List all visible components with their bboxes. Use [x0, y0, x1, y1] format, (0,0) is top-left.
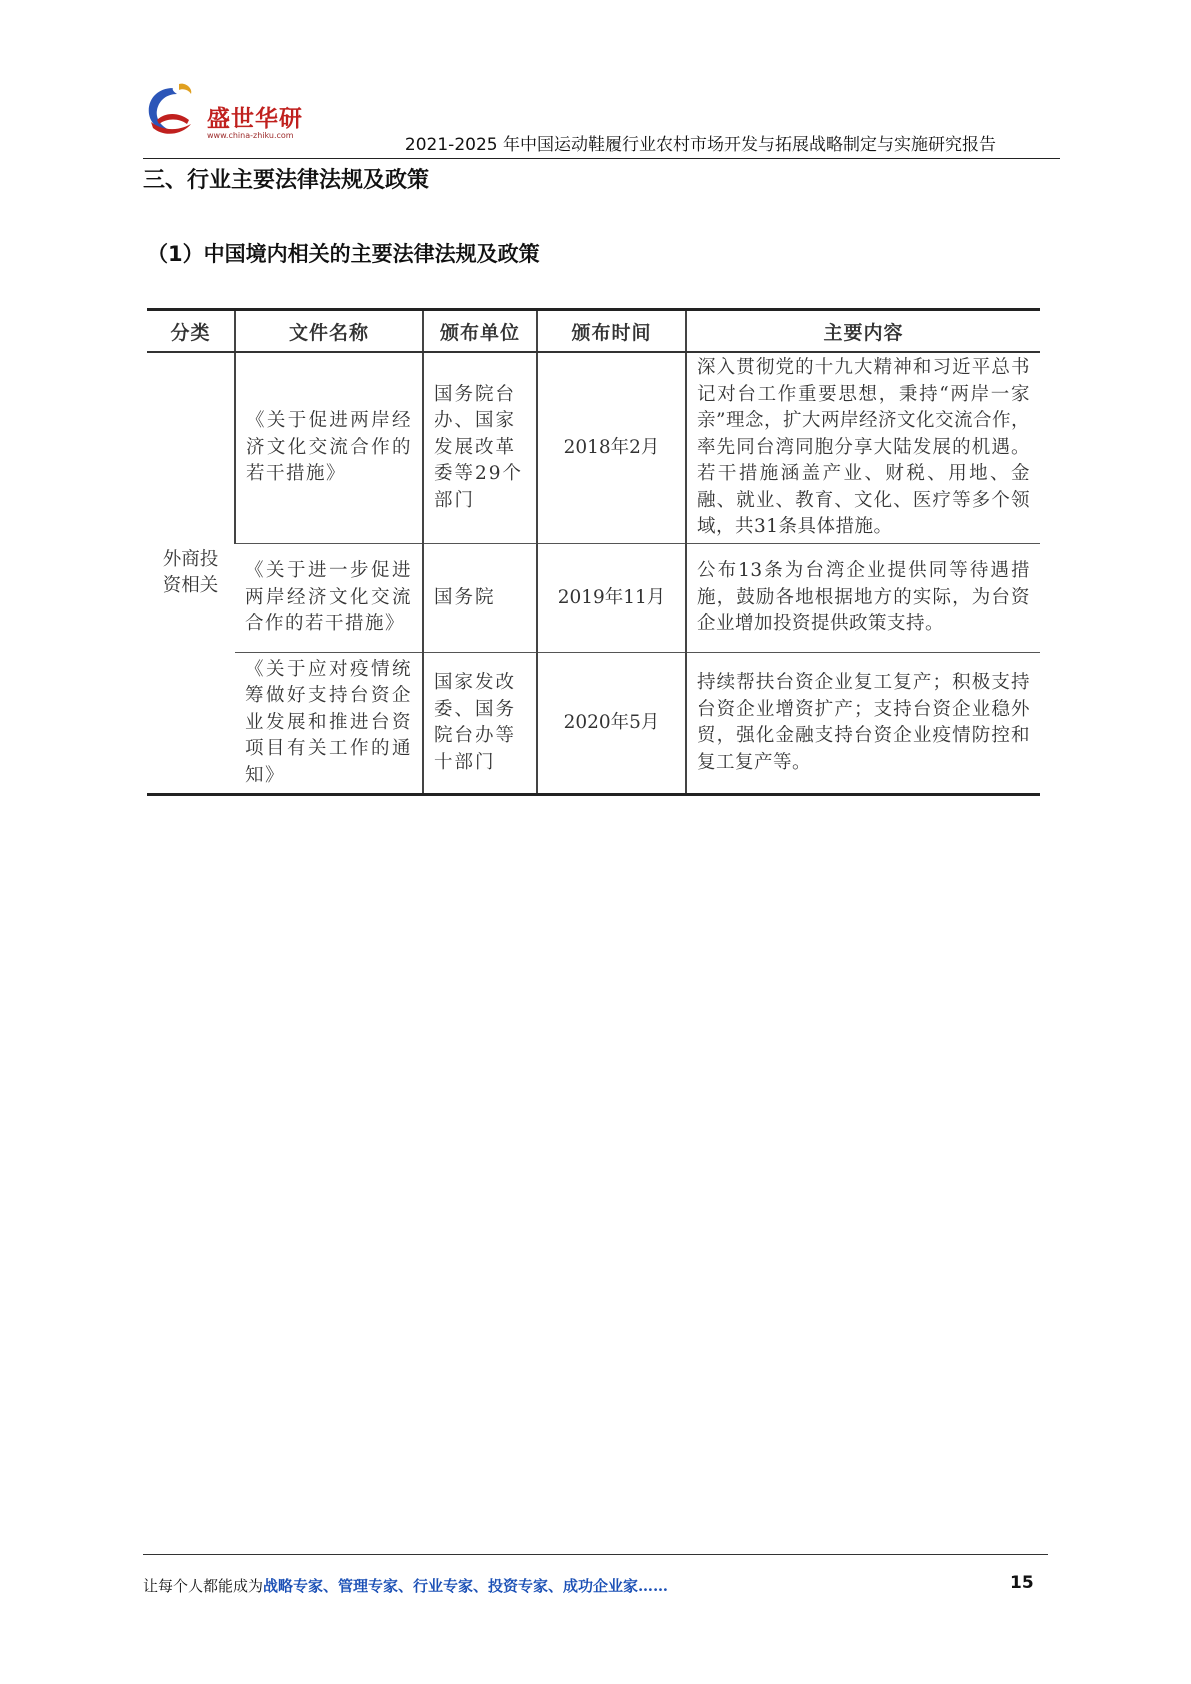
section-title: 三、行业主要法律法规及政策	[143, 168, 430, 193]
issuer-cell: 国家发改委、国务院台办等十部门	[423, 653, 537, 795]
column-header: 颁布时间	[537, 310, 686, 353]
issuer-cell: 国务院台办、国家发展改革委等29个部门	[423, 352, 537, 544]
page-number: 15	[1010, 1573, 1034, 1593]
table-header-row	[147, 310, 1040, 353]
table-row	[147, 653, 1040, 795]
date-cell: 2020年5月	[537, 653, 686, 795]
report-title: 2021-2025 年中国运动鞋履行业农村市场开发与拓展战略制定与实施研究报告	[404, 135, 996, 155]
page-header	[143, 78, 1060, 160]
column-header: 颁布单位	[423, 310, 537, 353]
logo-emblem-icon	[143, 82, 203, 140]
footer-slogan-highlight: 战略专家、管理专家、行业专家、投资专家、成功企业家……	[263, 1577, 669, 1595]
document-name-cell: 《关于促进两岸经济文化交流合作的若干措施》	[235, 352, 423, 544]
company-logo	[143, 78, 313, 148]
column-header: 主要内容	[686, 310, 1040, 353]
column-header: 文件名称	[235, 310, 423, 353]
table-row	[147, 352, 1040, 544]
footer-divider	[143, 1554, 1048, 1555]
footer-slogan-lead: 让每个人都能成为	[143, 1577, 264, 1595]
table-row	[147, 544, 1040, 653]
logo-name: 盛世华研	[207, 106, 303, 132]
content-cell: 持续帮扶台资企业复工复产；积极支持台资企业增资扩产；支持台资企业稳外贸，强化金融支持台资企业疫情防控和复工复产等。	[686, 653, 1040, 795]
content-cell: 公布13条为台湾企业提供同等待遇措施，鼓励各地根据地方的实际，为台资企业增加投资提供政策支持。	[686, 544, 1040, 653]
document-name-cell: 《关于应对疫情统筹做好支持台资企业发展和推进台资项目有关工作的通知》	[235, 653, 423, 795]
header-divider	[143, 158, 1060, 159]
logo-url: www.china-zhiku.com	[207, 131, 294, 140]
category-cell: 外商投资相关	[147, 352, 235, 795]
footer-slogan	[143, 1575, 668, 1596]
document-name-cell: 《关于进一步促进两岸经济文化交流合作的若干措施》	[235, 544, 423, 653]
date-cell: 2019年11月	[537, 544, 686, 653]
column-header: 分类	[147, 310, 235, 353]
date-cell: 2018年2月	[537, 352, 686, 544]
issuer-cell: 国务院	[423, 544, 537, 653]
subsection-title: （1）中国境内相关的主要法律法规及政策	[147, 242, 540, 266]
content-cell: 深入贯彻党的十九大精神和习近平总书记对台工作重要思想，秉持“两岸一家亲”理念，扩大两岸经济文化交流合作，率先同台湾同胞分享大陆发展的机遇。若干措施涵盖产业、财税、用地、金融、就业、教育、文化、医疗等多个领域，共31条具体措施。	[686, 352, 1040, 544]
policy-table	[147, 308, 1040, 796]
